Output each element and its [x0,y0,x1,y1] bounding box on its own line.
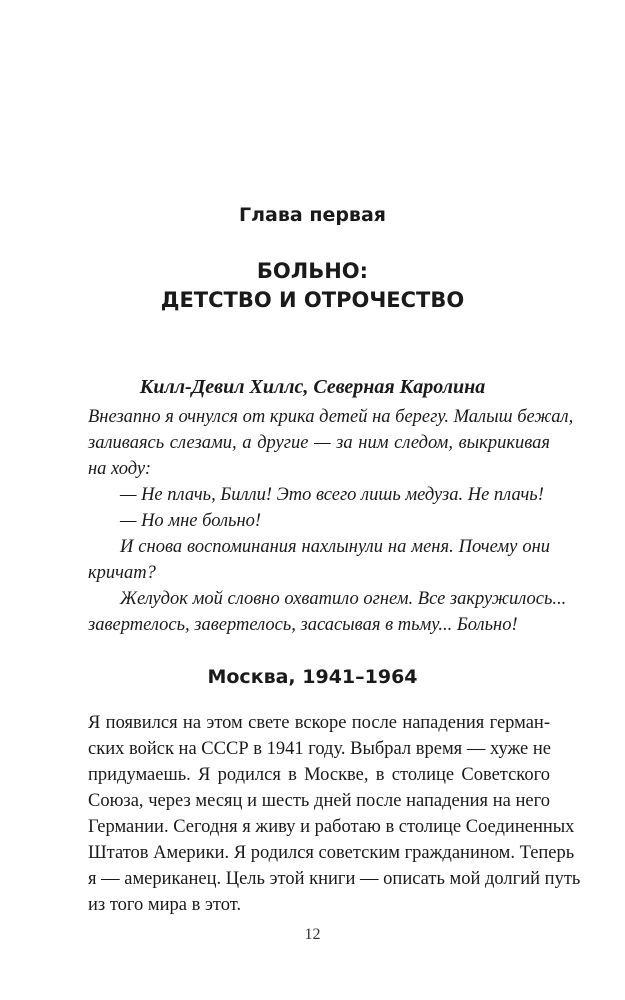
body-line: Германии. Сегодня я живу и работаю в столице Соединенных [88,817,575,837]
chapter-title-line-2: ДЕТСТВО И ОТРОЧЕСТВО [160,288,465,312]
epigraph-place-heading: Килл-Девил Хиллс, Северная Каролина [139,376,486,398]
epigraph-line: заливаясь слезами, а другие — за ним следом, выкрикивая [88,433,550,453]
body-line: Я появился на этом свете вскоре после нападения герман- [88,713,550,733]
body-line: из того мира в этот. [88,895,242,915]
body-line: я — американец. Цель этой книги — описать мой долгий путь [88,869,581,889]
epigraph-line: кричат? [88,563,156,583]
epigraph-line: — Не плачь, Билли! Это всего лишь медуза. Не плачь! [120,485,544,505]
chapter-label: Глава первая [239,204,386,226]
epigraph-line: — Но мне больно! [120,511,262,531]
epigraph-line: Желудок мой словно охватило огнем. Все закружилось... [120,589,567,609]
epigraph-line: Внезапно я очнулся от крика детей на берегу. Малыш бежал, [88,407,574,427]
chapter-title [0,257,625,315]
chapter-title-line-1: БОЛЬНО: [256,259,369,283]
page-number: 12 [304,926,321,943]
body-line: придумаешь. Я родился в Москве, в столице Советского [88,765,550,785]
body-line: Штатов Америки. Я родился советским гражданином. Теперь [88,843,575,863]
epigraph-line: И снова воспоминания нахлынули на меня. Почему они [120,537,550,557]
body-line: Союза, через месяц и шесть дней после нападения на него [88,791,550,811]
section-heading: Москва, 1941–1964 [207,666,418,688]
body-line: ских войск на СССР в 1941 году. Выбрал время — хуже не [88,739,551,759]
epigraph-line: на ходу: [88,459,152,479]
epigraph-line: завертелось, завертелось, засасывая в тьму... Больно! [88,615,518,635]
